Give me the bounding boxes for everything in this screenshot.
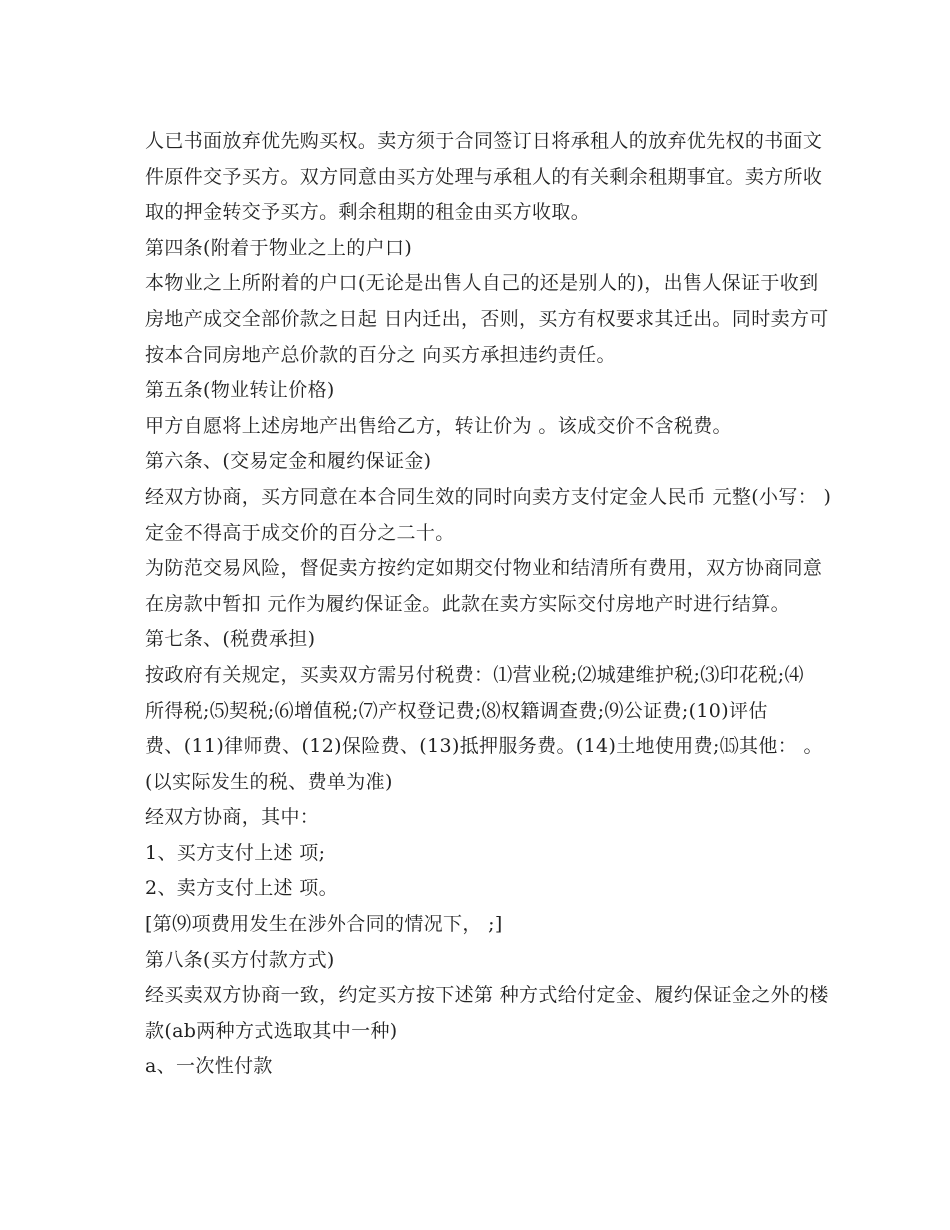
text-line: (以实际发生的税、费单为准)	[145, 770, 393, 793]
section-heading: 第六条、(交易定金和履约保证金)	[145, 450, 432, 473]
text-line: 经双方协商，其中：	[145, 806, 320, 829]
section-heading: 第四条(附着于物业之上的户口)	[145, 236, 413, 259]
text-line: 经买卖双方协商一致，约定买方按下述第 种方式给付定金、履约保证金之外的楼	[145, 984, 829, 1007]
list-item: 1、买方支付上述 项;	[145, 841, 326, 864]
text-line: 定金不得高于成交价的百分之二十。	[145, 521, 455, 544]
text-line: 所得税;⑸契税;⑹增值税;⑺产权登记费;⑻权籍调查费;⑼公证费;(10)评估	[145, 699, 768, 722]
list-item: a、一次性付款	[145, 1055, 273, 1078]
text-line: 人已书面放弃优先购买权。卖方须于合同签订日将承租人的放弃优先权的书面文	[145, 130, 823, 152]
text-line: 款(ab两种方式选取其中一种)	[145, 1019, 398, 1042]
text-line: 件原件交予买方。双方同意由买方处理与承租人的有关剩余租期事宜。卖方所收	[145, 165, 823, 188]
text-line: 房地产成交全部价款之日起 日内迁出，否则，买方有权要求其迁出。同时卖方可	[145, 307, 829, 330]
document-body	[145, 124, 832, 1085]
text-line: 经双方协商，买方同意在本合同生效的同时向卖方支付定金人民币 元整(小写： )	[145, 485, 832, 508]
text-line: 按政府有关规定，买卖双方需另付税费：⑴营业税;⑵城建维护税;⑶印花税;⑷	[145, 663, 804, 686]
text-line: 本物业之上所附着的户口(无论是出售人自己的还是别人的)，出售人保证于收到	[145, 272, 819, 295]
text-line: 按本合同房地产总价款的百分之 向买方承担违约责任。	[145, 343, 616, 366]
section-heading: 第五条(物业转让价格)	[145, 379, 335, 402]
section-heading: 第七条、(税费承担)	[145, 628, 316, 651]
text-line: [第⑼项费用发生在涉外合同的情况下， ;]	[145, 913, 503, 936]
text-line: 费、(11)律师费、(12)保险费、(13)抵押服务费。(14)土地使用费;⒂其他： 。	[145, 735, 823, 758]
text-line: 甲方自愿将上述房地产出售给乙方，转让价为 。该成交价不含税费。	[145, 414, 732, 437]
text-line: 为防范交易风险，督促卖方按约定如期交付物业和结清所有费用，双方协商同意	[145, 557, 823, 580]
text-line: 在房款中暂扣 元作为履约保证金。此款在卖方实际交付房地产时进行结算。	[145, 592, 790, 615]
list-item: 2、卖方支付上述 项。	[145, 877, 338, 900]
section-heading: 第八条(买方付款方式)	[145, 948, 335, 971]
text-line: 取的押金转交予买方。剩余租期的租金由买方收取。	[145, 201, 591, 224]
